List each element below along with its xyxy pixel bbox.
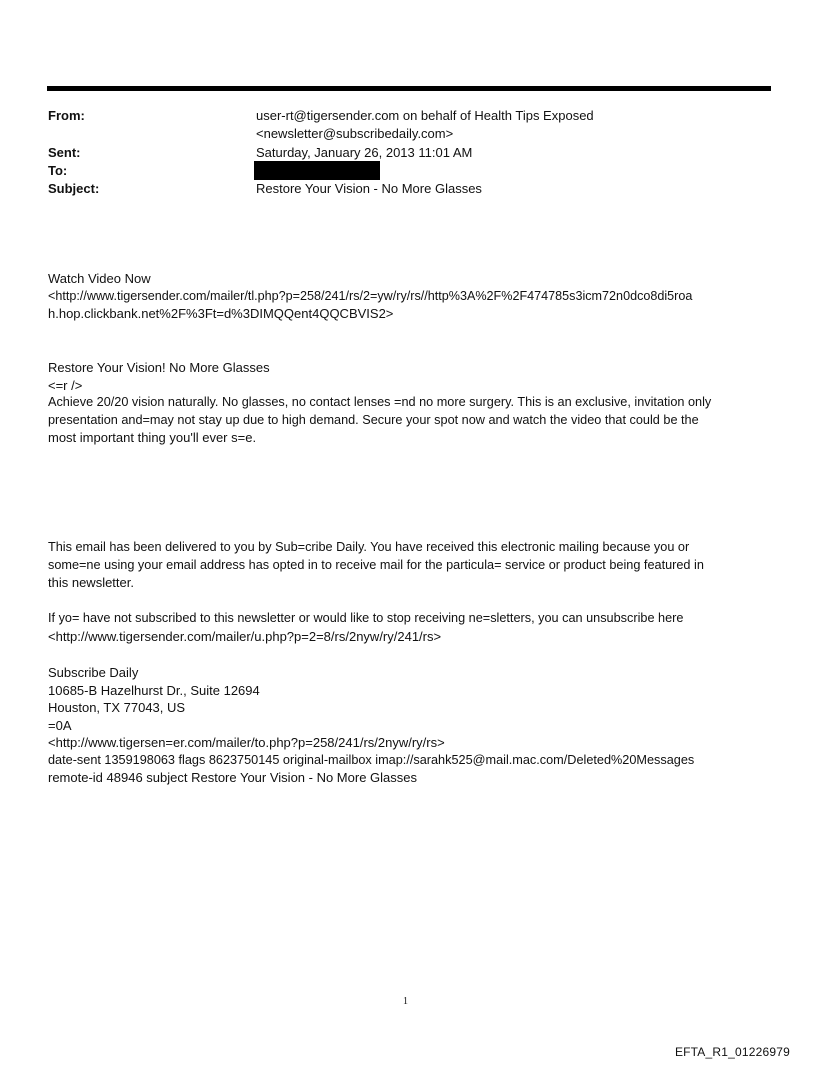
promo-title: Restore Your Vision! No More Glasses bbox=[48, 360, 270, 375]
promo-paragraph-line2: presentation and=may not stay up due to high demand. Secure your spot now and watch the video that could be the bbox=[48, 412, 699, 427]
address-company: Subscribe Daily bbox=[48, 665, 139, 680]
promo-tag: <=r /> bbox=[48, 377, 83, 393]
address-block bbox=[48, 664, 770, 787]
from-label: From: bbox=[48, 108, 85, 123]
from-value-line2: <newsletter@subscribedaily.com> bbox=[256, 126, 454, 141]
unsubscribe-block bbox=[48, 610, 770, 645]
disclaimer-line2: some=ne using your email address has opted in to receive mail for the particula= service or product being featured in bbox=[48, 557, 704, 572]
metadata-line1: date-sent 1359198063 flags 8623750145 original-mailbox imap://sarahk525@mail.mac.com/Deleted%20Messages bbox=[48, 752, 695, 767]
address-city: Houston, TX 77043, US bbox=[48, 700, 186, 715]
watch-video-link-line2: h.hop.clickbank.net%2F%3Ft=d%3DIMQQent4QQCBVIS2> bbox=[48, 306, 394, 321]
disclaimer-line3: this newsletter. bbox=[48, 575, 134, 590]
subject-label: Subject: bbox=[48, 181, 100, 196]
address-link: <http://www.tigersen=er.com/mailer/to.php?p=258/241/rs/2nyw/ry/rs> bbox=[48, 735, 445, 750]
promo-paragraph-line3: most important thing you'll ever s=e. bbox=[48, 430, 257, 445]
from-value-line1: user-rt@tigersender.com on behalf of Health Tips Exposed bbox=[256, 108, 594, 123]
header-rule bbox=[47, 86, 771, 91]
address-encoded: =0A bbox=[48, 717, 72, 733]
document-id: EFTA_R1_01226979 bbox=[674, 1045, 790, 1059]
watch-video-link-line1: <http://www.tigersender.com/mailer/tl.php?p=258/241/rs/2=yw/ry/rs//http%3A%2F%2F474785s3icm72n0dco8di5roa bbox=[48, 288, 693, 303]
promo-block bbox=[48, 359, 770, 447]
subject-value: Restore Your Vision - No More Glasses bbox=[256, 181, 482, 196]
redaction-box bbox=[254, 161, 380, 180]
promo-paragraph-line1: Achieve 20/20 vision naturally. No glasses, no contact lenses =nd no more surgery. This is an exclusive, invitation only bbox=[48, 395, 712, 409]
metadata-line2: remote-id 48946 subject Restore Your Vision - No More Glasses bbox=[48, 770, 418, 785]
disclaimer-block bbox=[48, 539, 770, 592]
unsubscribe-link: <http://www.tigersender.com/mailer/u.php?p=2=8/rs/2nyw/ry/241/rs> bbox=[48, 628, 442, 644]
watch-video-title: Watch Video Now bbox=[48, 271, 151, 286]
to-label: To: bbox=[48, 163, 68, 178]
sent-label: Sent: bbox=[48, 145, 81, 160]
disclaimer-line1: This email has been delivered to you by Sub=cribe Daily. You have received this electronic mailing because you or bbox=[48, 540, 690, 554]
unsubscribe-line1: If yo= have not subscribed to this newsletter or would like to stop receiving ne=sletters, you can unsubscribe here bbox=[48, 611, 684, 625]
page-number: 1 bbox=[403, 996, 408, 1007]
address-street: 10685-B Hazelhurst Dr., Suite 12694 bbox=[48, 682, 260, 698]
sent-value: Saturday, January 26, 2013 11:01 AM bbox=[256, 145, 473, 160]
watch-video-block bbox=[48, 270, 770, 323]
